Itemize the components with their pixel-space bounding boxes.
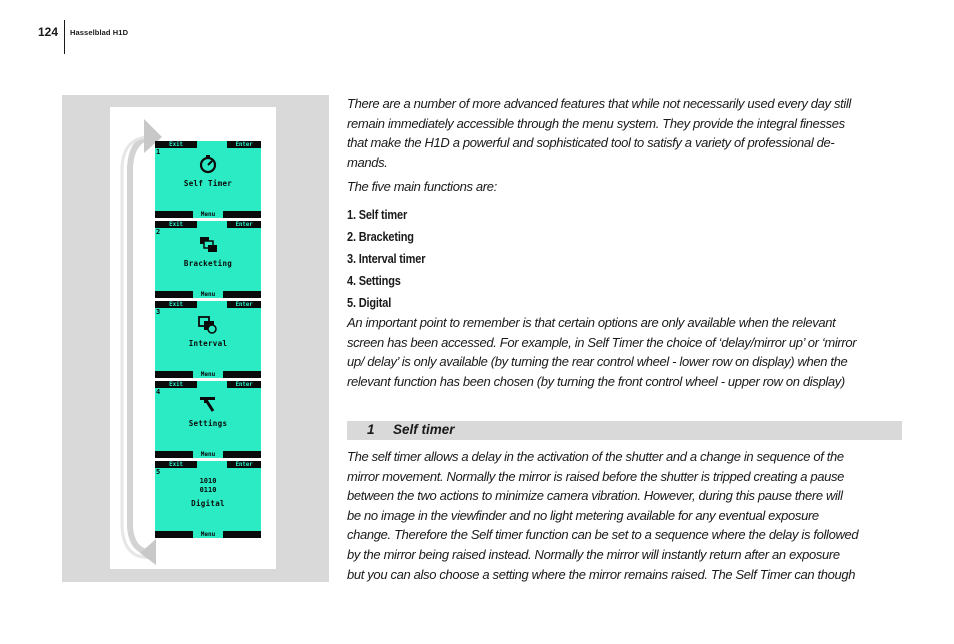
screen-label: Self Timer — [183, 179, 233, 188]
intro-paragraph — [347, 94, 902, 172]
exit-softkey: Exit — [155, 301, 197, 308]
list-item: 2. Bracketing — [347, 230, 414, 244]
self-timer-paragraph — [347, 447, 902, 584]
interval-icon — [195, 313, 221, 335]
enter-softkey: Enter — [227, 381, 261, 388]
timer-icon — [195, 153, 221, 175]
digital-icon — [195, 473, 221, 495]
exit-softkey: Exit — [155, 381, 197, 388]
exit-softkey: Exit — [155, 141, 197, 148]
section-title: Self timer — [393, 422, 455, 437]
text-line: An important point to remember is that certain options are only available when the relevant — [347, 315, 836, 330]
section-number: 1 — [367, 422, 375, 437]
list-item: 4. Settings — [347, 274, 401, 288]
text-line: change. Therefore the Self timer function can be set to a sequence where the delay is followed — [347, 527, 859, 543]
functions-intro: The five main functions are: — [347, 179, 497, 194]
header-divider — [64, 20, 65, 54]
enter-softkey: Enter — [227, 141, 261, 148]
list-item: 1. Self timer — [347, 208, 408, 222]
running-header: Hasselblad H1D — [70, 28, 129, 37]
section-heading-bar — [347, 421, 902, 440]
exit-softkey: Exit — [155, 461, 197, 468]
lcd-screen-settings — [155, 381, 261, 458]
text-line: by the mirror being raised instead. Normally the mirror will instantly return after an exposure — [347, 546, 840, 562]
text-line: mirror movement. Normally the mirror is raised before the shutter is tripped creating a pause — [347, 468, 845, 484]
text-line: relevant function has been chosen (by turning the front control wheel - upper row on display) — [347, 373, 845, 389]
exit-softkey: Exit — [155, 221, 197, 228]
menu-softkey: Menu — [193, 211, 223, 218]
bracketing-icon — [195, 233, 221, 255]
lcd-screen-interval — [155, 301, 261, 378]
text-line: There are a number of more advanced features that while not necessarily used every day still — [347, 96, 851, 111]
text-line: remain immediately accessible through the menu system. They provide the integral finesses — [347, 115, 845, 131]
text-line: up/ delay’ is only available (by turning the rear control wheel - lower row on display) when the — [347, 354, 848, 370]
settings-icon — [195, 393, 221, 415]
screen-number: 2 — [156, 228, 161, 236]
enter-softkey: Enter — [227, 221, 261, 228]
screen-label: Settings — [188, 419, 228, 428]
screen-label: Bracketing — [183, 259, 233, 268]
text-line: that make the H1D a powerful and sophisticated tool to satisfy a variety of professional de- — [347, 135, 835, 151]
screen-label: Interval — [188, 339, 228, 348]
lcd-screen-digital — [155, 461, 261, 538]
screen-number: 4 — [156, 388, 161, 396]
text-line: screen has been accessed. For example, in Self Timer the choice of ‘delay/mirror up’ or ‘mirror — [347, 334, 857, 350]
text-line: mands. — [347, 154, 388, 170]
screen-number: 5 — [156, 468, 161, 476]
screen-number: 1 — [156, 148, 161, 156]
screen-label: Digital — [191, 499, 225, 508]
text-line: be no image in the viewfinder and no light metering available for any eventual exposure — [347, 507, 819, 523]
enter-softkey: Enter — [227, 461, 261, 468]
menu-softkey: Menu — [193, 531, 223, 538]
screen-number: 3 — [156, 308, 161, 316]
digital-icon-row-1: 1010 — [199, 477, 217, 485]
menu-softkey: Menu — [193, 371, 223, 378]
text-line: but you can also choose a setting where the mirror remains raised. The Self Timer can though — [347, 566, 856, 582]
list-item: 3. Interval timer — [347, 252, 426, 266]
digital-icon-row-2: 0110 — [199, 486, 217, 494]
menu-softkey: Menu — [193, 451, 223, 458]
functions-list — [347, 204, 436, 314]
list-item: 5. Digital — [347, 296, 392, 310]
page-number: 124 — [38, 25, 59, 39]
text-line: The self timer allows a delay in the activation of the shutter and a change in sequence of the — [347, 449, 844, 464]
note-paragraph — [347, 313, 902, 391]
lcd-screen-bracketing — [155, 221, 261, 298]
menu-softkey: Menu — [193, 291, 223, 298]
text-line: between the two actions to minimize camera vibration. However, during this pause there will — [347, 488, 843, 504]
lcd-screen-self-timer — [155, 141, 261, 218]
enter-softkey: Enter — [227, 301, 261, 308]
